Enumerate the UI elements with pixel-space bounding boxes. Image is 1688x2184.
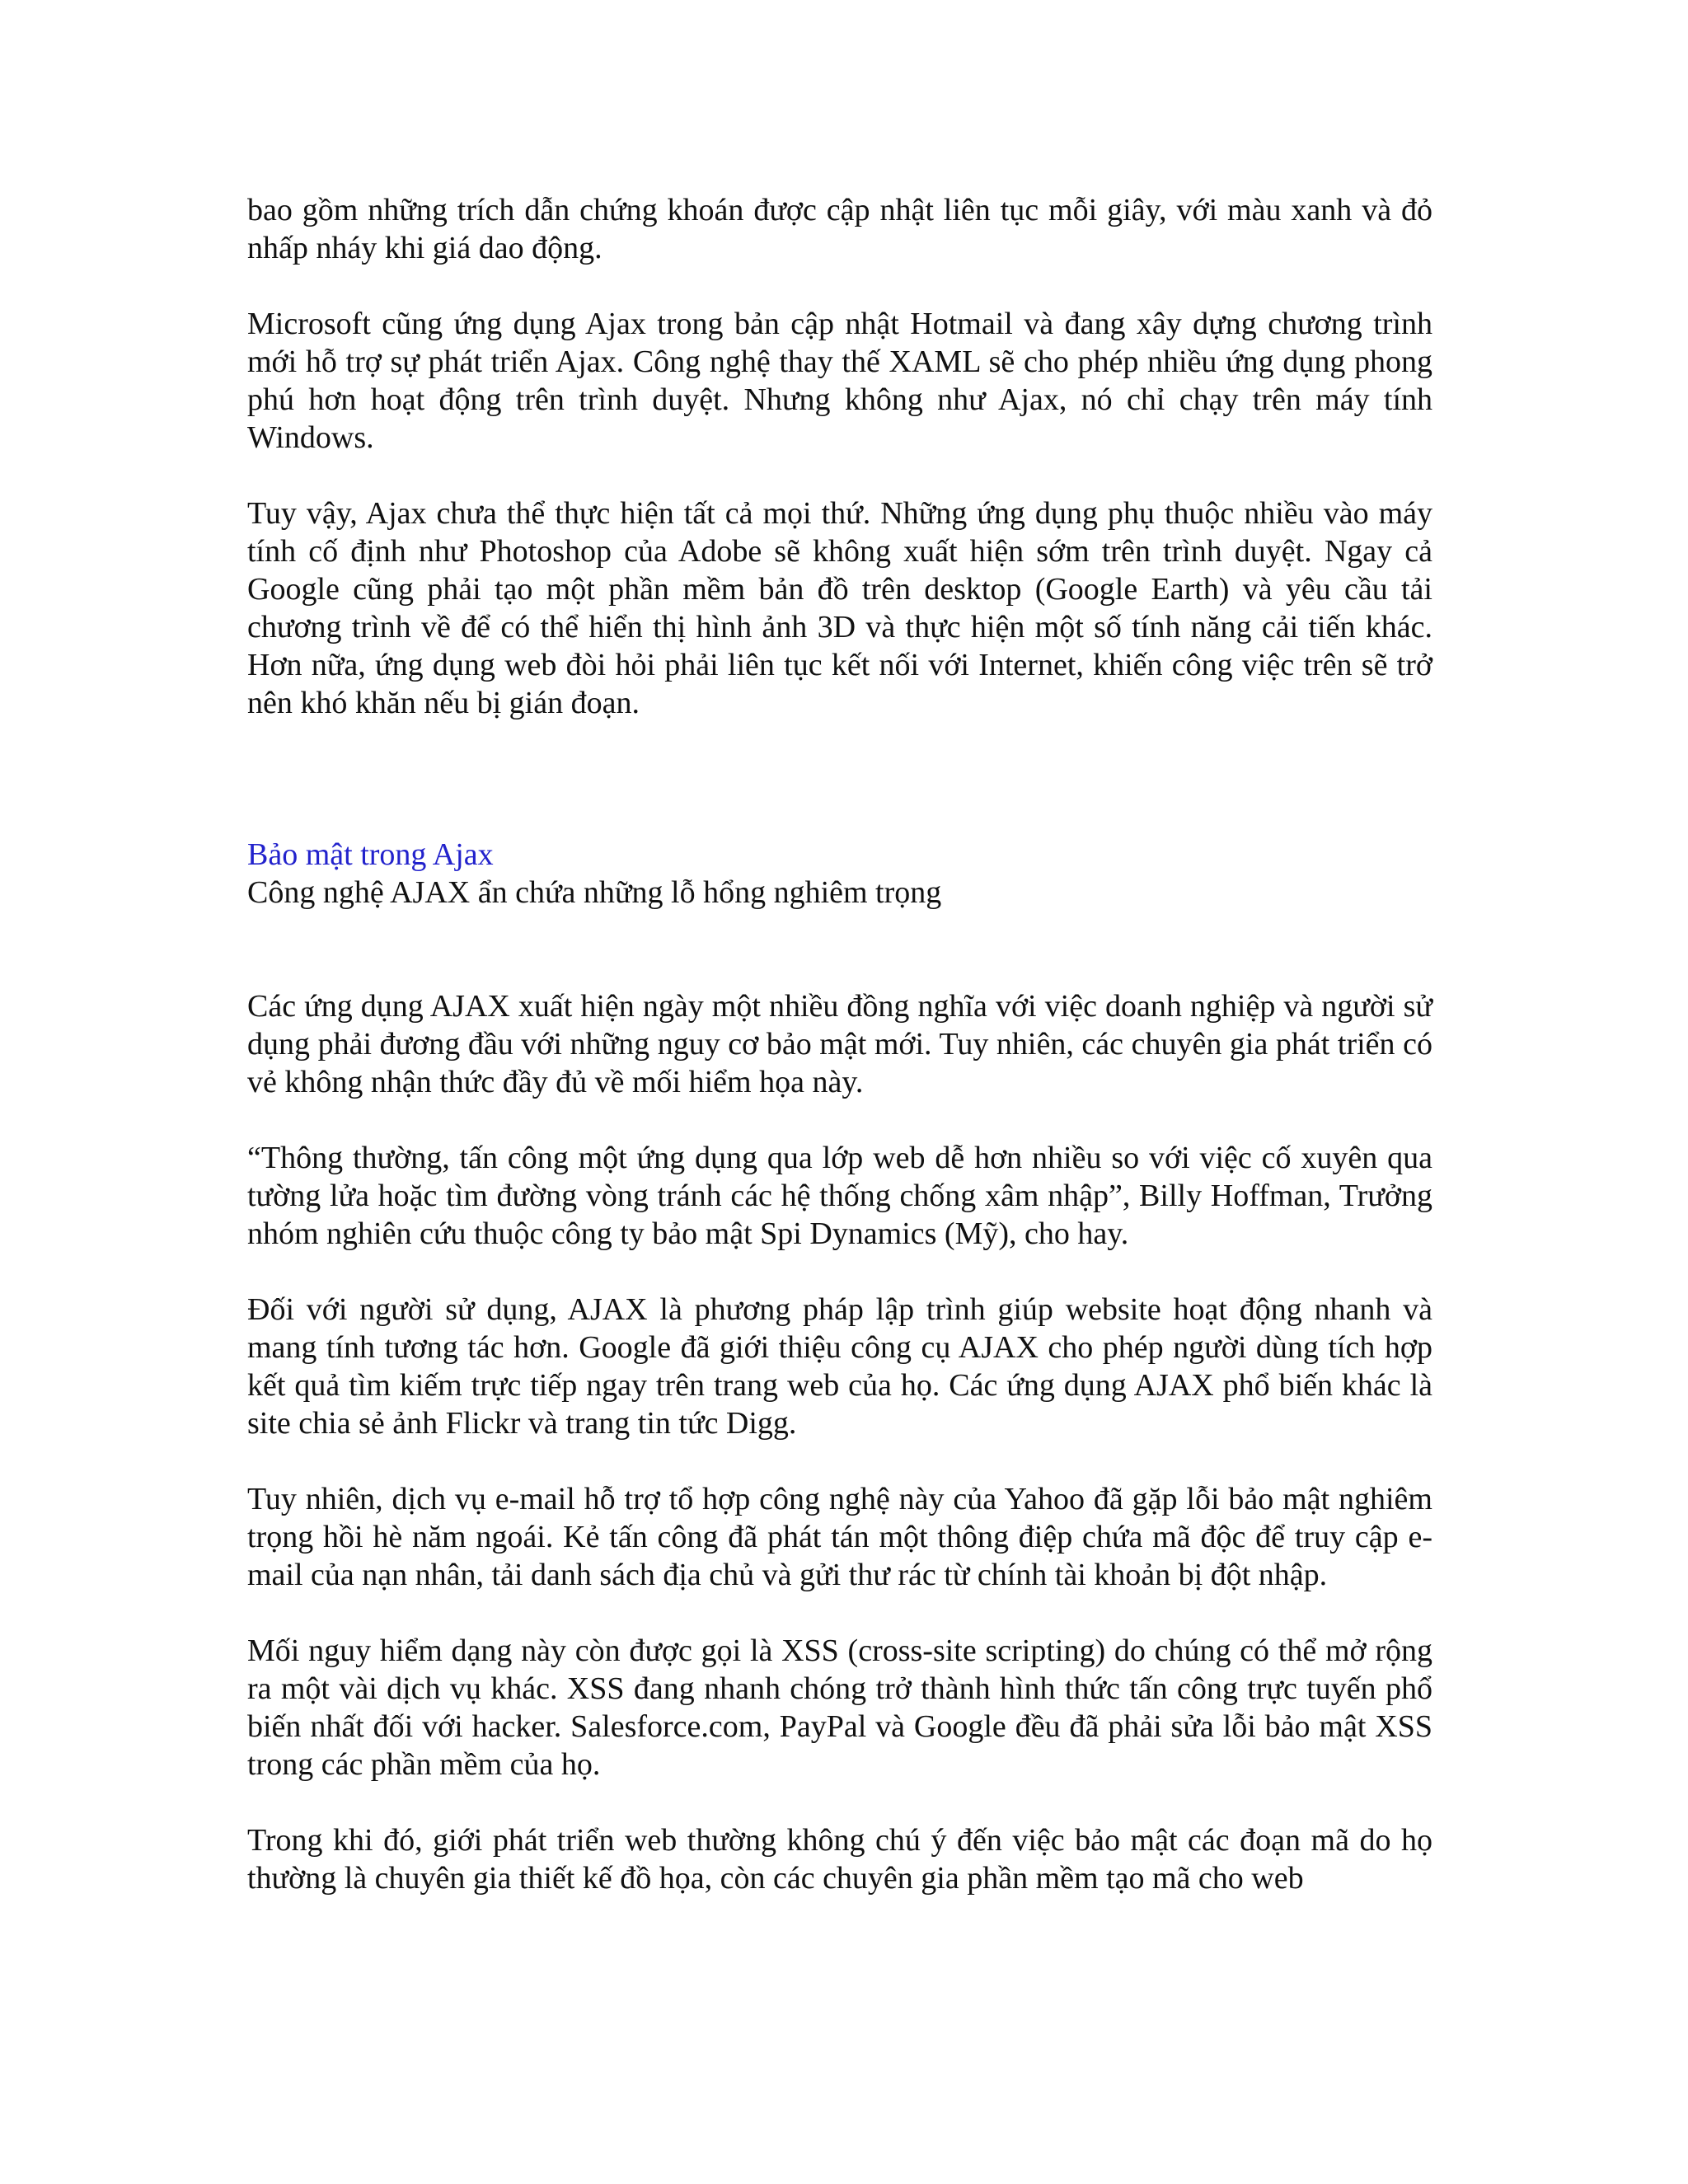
paragraph: Các ứng dụng AJAX xuất hiện ngày một nhiều đồng nghĩa với việc doanh nghiệp và người sử dụng phải đương đầu với những nguy cơ bảo mật mới. Tuy nhiên, các chuyên gia phát triển có vẻ không nhận thức đầy đủ về mối hiểm họa này. — [247, 989, 1432, 1099]
paragraph: Tuy nhiên, dịch vụ e-mail hỗ trợ tổ hợp công nghệ này của Yahoo đã gặp lỗi bảo mật nghiêm trọng hồi hè năm ngoái. Kẻ tấn công đã phát tán một thông điệp chứa mã độc để truy cập e-mail của nạn nhân, tải danh sách địa chủ và gửi thư rác từ chính tài khoản bị đột nhập. — [247, 1482, 1432, 1592]
section-title: Bảo mật trong Ajax — [247, 837, 494, 872]
document-body — [247, 191, 1432, 1897]
section-subtitle: Công nghệ AJAX ẩn chứa những lỗ hổng nghiêm trọng — [247, 875, 942, 910]
paragraph: Trong khi đó, giới phát triển web thường không chú ý đến việc bảo mật các đoạn mã do họ thường là chuyên gia thiết kế đồ họa, còn các chuyên gia phần mềm tạo mã cho web — [247, 1823, 1432, 1896]
paragraph: Đối với người sử dụng, AJAX là phương pháp lập trình giúp website hoạt động nhanh và mang tính tương tác hơn. Google đã giới thiệu công cụ AJAX cho phép người dùng tích hợp kết quả tìm kiếm trực tiếp ngay trên trang web của họ. Các ứng dụng AJAX phổ biến khác là site chia sẻ ảnh Flickr và trang tin tức Digg. — [247, 1292, 1432, 1441]
paragraph: Microsoft cũng ứng dụng Ajax trong bản cập nhật Hotmail và đang xây dựng chương trình mới hỗ trợ sự phát triển Ajax. Công nghệ thay thế XAML sẽ cho phép nhiều ứng dụng phong phú hơn hoạt động trên trình duyệt. Nhưng không như Ajax, nó chỉ chạy trên máy tính Windows. — [247, 307, 1432, 455]
paragraph: Mối nguy hiểm dạng này còn được gọi là XSS (cross-site scripting) do chúng có thể mở rộng ra một vài dịch vụ khác. XSS đang nhanh chóng trở thành hình thức tấn công trực tuyến phổ biến nhất đối với hacker. Salesforce.com, PayPal và Google đều đã phải sửa lỗi bảo mật XSS trong các phần mềm của họ. — [247, 1633, 1432, 1782]
paragraph: bao gồm những trích dẫn chứng khoán được cập nhật liên tục mỗi giây, với màu xanh và đỏ nhấp nháy khi giá dao động. — [247, 193, 1432, 265]
paragraph: “Thông thường, tấn công một ứng dụng qua lớp web dễ hơn nhiều so với việc cố xuyên qua tường lửa hoặc tìm đường vòng tránh các hệ thống chống xâm nhập”, Billy Hoffman, Trưởng nhóm nghiên cứu thuộc công ty bảo mật Spi Dynamics (Mỹ), cho hay. — [247, 1141, 1432, 1251]
paragraph: Tuy vậy, Ajax chưa thể thực hiện tất cả mọi thứ. Những ứng dụng phụ thuộc nhiều vào máy tính cố định như Photoshop của Adobe sẽ không xuất hiện sớm trên trình duyệt. Ngay cả Google cũng phải tạo một phần mềm bản đồ trên desktop (Google Earth) và yêu cầu tải chương trình về để có thể hiển thị hình ảnh 3D và thực hiện một số tính năng cải tiến khác. Hơn nữa, ứng dụng web đòi hỏi phải liên tục kết nối với Internet, khiến công việc trên sẽ trở nên khó khăn nếu bị gián đoạn. — [247, 496, 1432, 720]
